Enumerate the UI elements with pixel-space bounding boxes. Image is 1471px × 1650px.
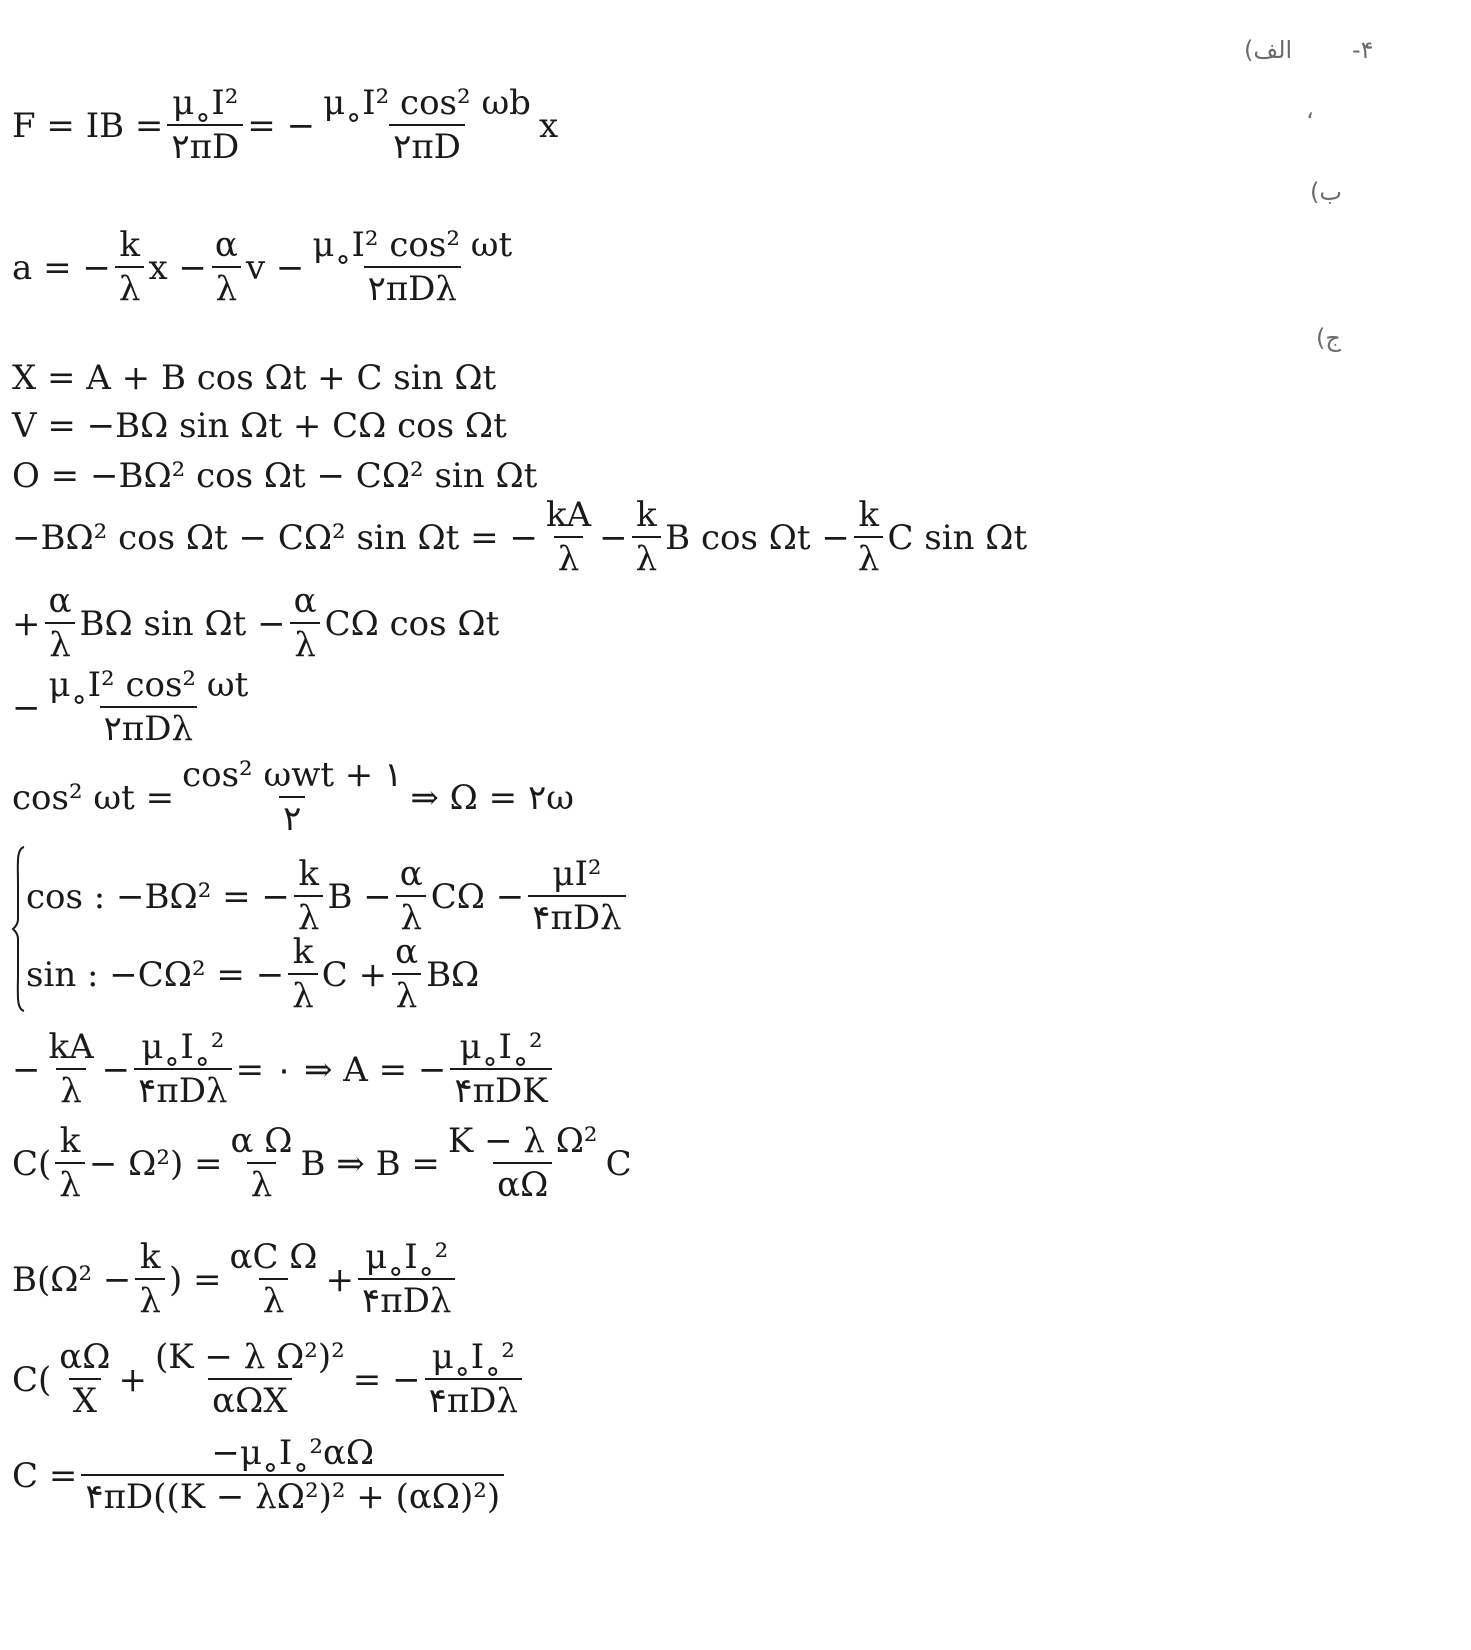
eq-text: F = IB =: [12, 105, 164, 146]
eq-text: C +: [321, 954, 388, 995]
eq-text: CΩ cos Ωt: [324, 603, 500, 644]
eq-text: BΩ sin Ωt −: [79, 603, 286, 644]
eq-text: C: [605, 1143, 632, 1184]
eq-text: +: [12, 603, 41, 644]
eq-text: = −: [352, 1359, 421, 1400]
c-solution: [12, 1433, 508, 1517]
eq-text: −: [12, 687, 41, 728]
question-number: ۴-: [1352, 36, 1374, 64]
fraction: $\frac{\text{μ˳I˳²}}{\text{۴πDλ}}$: [358, 1240, 455, 1319]
fraction: $\frac{k}{\lambda}$: [294, 857, 324, 936]
eq-text: ⇒ Ω = ۲ω: [410, 777, 574, 818]
fraction: $\frac{\text{−μ˳I˳²αΩ}}{\text{۴πD((K − λΩ²)² + (αΩ)²)}}$: [81, 1436, 504, 1515]
fraction: $\frac{\alpha}{\lambda}$: [391, 935, 422, 1014]
b-in-terms-of-c: [12, 1121, 632, 1205]
eq-text: B(Ω² −: [12, 1259, 132, 1300]
fraction: $\frac{\alpha\Omega}{X}$: [59, 1337, 111, 1421]
eq-text: cos² ωt =: [12, 777, 175, 818]
eq-text: −BΩ² cos Ωt − CΩ² sin Ωt = −: [12, 517, 538, 558]
eq-text: −: [12, 1049, 41, 1090]
fraction: $\frac{\text{α Ω}}{\lambda}$: [230, 1121, 293, 1205]
eq-text: = ۰ ⇒ A = −: [235, 1049, 447, 1090]
fraction: $\frac{k}{\lambda}$: [135, 1240, 165, 1319]
eq-text: +: [118, 1359, 147, 1400]
eq-text: B ⇒ B =: [300, 1143, 440, 1184]
velocity-equation: V = −BΩ sin Ωt + CΩ cos Ωt: [12, 406, 507, 446]
fraction: $\frac{k}{\lambda}$: [632, 498, 662, 577]
substituted-equation: [12, 495, 1028, 579]
eq-text: C(: [12, 1359, 52, 1400]
eq-text: B −: [327, 876, 392, 917]
fraction: $\frac{k}{\lambda}$: [55, 1124, 85, 1203]
cos-coefficient-row: [26, 854, 630, 938]
fraction: $\frac{\text{μ˳I˳²}}{\text{۴πDλ}}$: [425, 1340, 522, 1419]
eq-text: C sin Ωt: [887, 517, 1028, 558]
fraction: $\frac{\alpha}{\lambda}$: [396, 857, 427, 936]
eq-text: BΩ: [426, 954, 480, 995]
c-equation: [12, 1337, 526, 1421]
cos-squared-identity: [12, 755, 574, 839]
sin-coefficient-row: [26, 932, 480, 1016]
left-brace: [12, 845, 26, 1013]
fraction: $\frac{\text{μ˳I²}}{۲\pi D}$: [167, 86, 243, 165]
fraction: $\frac{\text{cos² ωwt + ۱}}{۲}$: [182, 755, 403, 839]
fraction: $\frac{k}{\lambda}$: [854, 498, 884, 577]
fraction: $\frac{k}{\lambda}$: [115, 228, 145, 307]
fraction: $\frac{\text{αC Ω}}{\lambda}$: [229, 1237, 318, 1321]
eq-text: +: [325, 1259, 354, 1300]
eq-text: v −: [245, 247, 305, 288]
eq-text: CΩ −: [430, 876, 525, 917]
fraction: $\frac{\text{(K − λ Ω²)²}}{\text{αΩX}}$: [154, 1337, 345, 1421]
position-equation: X = A + B cos Ωt + C sin Ωt: [12, 358, 497, 398]
substituted-equation-end: [12, 665, 256, 749]
substituted-equation-cont: [12, 581, 500, 665]
fraction: $\frac{\alpha}{\lambda}$: [290, 584, 321, 663]
fraction: $\frac{kA}{\lambda}$: [545, 495, 592, 579]
constant-a-equation: [12, 1027, 556, 1111]
eq-text: ) =: [168, 1259, 222, 1300]
fraction: $\frac{\text{μ˳I˳²}}{\text{۴πDK}}$: [450, 1030, 551, 1109]
eq-text: C(: [12, 1143, 52, 1184]
fraction: $\frac{k}{\lambda}$: [288, 935, 318, 1014]
eq-text: x −: [148, 247, 207, 288]
fraction: $\frac{\alpha}{\lambda}$: [45, 584, 76, 663]
eq-text: −: [599, 517, 628, 558]
fraction: $\frac{\text{K − λ Ω²}}{\alpha\Omega}$: [447, 1121, 598, 1205]
eq-text: B cos Ωt −: [665, 517, 850, 558]
eq-text: = −: [247, 105, 316, 146]
fraction: $\frac{\text{μ˳I˳²}}{\text{۴πDλ}}$: [134, 1030, 231, 1109]
eq-text: x: [538, 105, 559, 146]
eq-text: C =: [12, 1455, 78, 1496]
eq-text: cos : −BΩ² = −: [26, 876, 290, 917]
part-a-label: الف): [1244, 36, 1293, 64]
fraction: $\frac{\text{μ˳I² cos² ωt}}{\text{۲πDλ}}$: [48, 665, 249, 749]
fraction: $\frac{\text{μI²}}{\text{۴πDλ}}$: [528, 857, 625, 936]
fraction: $\frac{\alpha}{\lambda}$: [211, 228, 242, 307]
fraction: $\frac{\text{μ˳I² cos² ωb}}{۲\pi D}$: [323, 83, 531, 167]
fraction: $\frac{kA}{\lambda}$: [48, 1027, 94, 1111]
stray-mark: ،: [1306, 96, 1314, 124]
force-equation: [12, 83, 559, 167]
part-b-label: ب): [1310, 178, 1342, 206]
eq-text: sin : −CΩ² = −: [26, 954, 285, 995]
acceleration-solution-equation: O = −BΩ² cos Ωt − CΩ² sin Ωt: [12, 456, 538, 496]
fraction: $\frac{\text{μ˳I² cos² ωt}}{\text{۲πDλ}}$: [312, 225, 513, 309]
part-c-label: ج): [1316, 324, 1341, 352]
b-equation: [12, 1237, 459, 1321]
eq-text: a = −: [12, 247, 111, 288]
eq-text: − Ω²) =: [88, 1143, 223, 1184]
acceleration-equation: [12, 225, 520, 309]
eq-text: −: [101, 1049, 131, 1090]
